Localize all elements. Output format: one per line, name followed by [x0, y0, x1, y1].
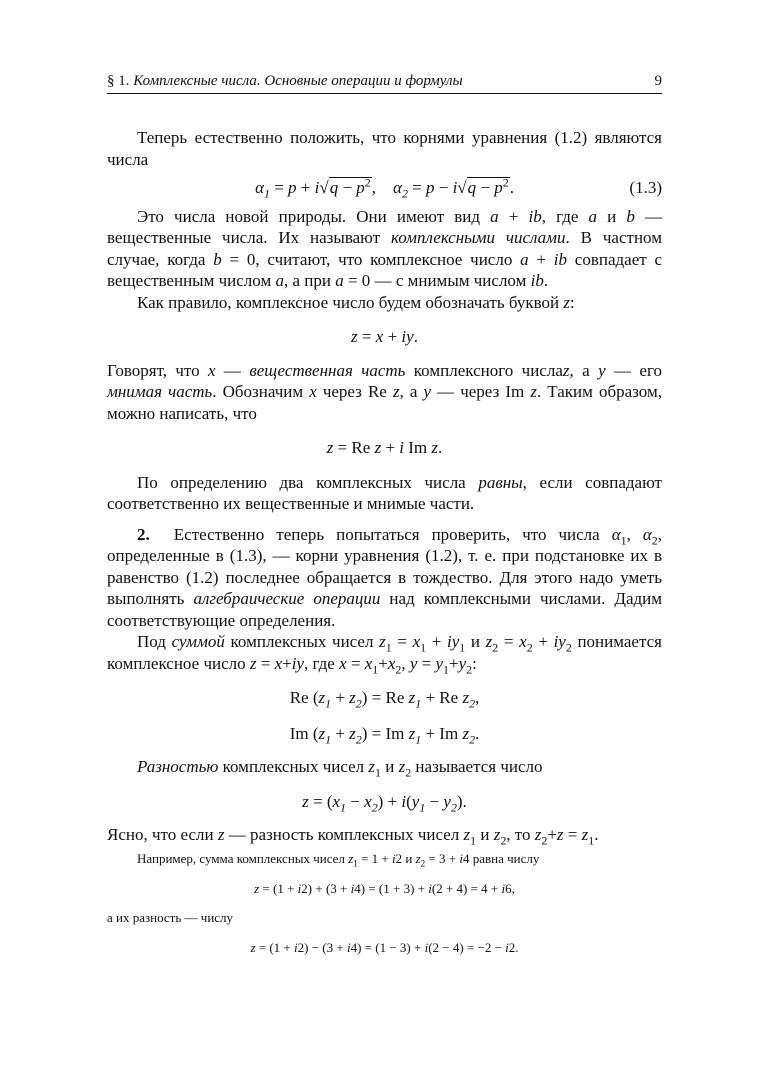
equation-1-3: $\alpha_1 = p + i√q - p^2$, $\alpha_2 = p - i√q - p^2$. (1.3)	[255, 175, 662, 201]
equation-z: z = x + iy.	[351, 327, 418, 346]
paragraph-6: 2. Естественно теперь попытаться проверить, что числа $\alpha_1$, $\alpha_2$, определенные в (1.3), — корни уравнения (1.2), т. е. при подстановке их в равенство (1.2) последнее обращается в тождество. Для этого надо уметь выполнять алгебраические операции над комплексными числами. Дадим соответствующие определения.	[107, 524, 662, 630]
paragraph-1: Теперь естественно положить, что корнями уравнения (1.2) являются числа	[107, 128, 662, 169]
equation-difference: $z = (x_1 - x_2) + i(y_1 - y_2)$.	[302, 791, 467, 814]
equation-re-sum: Re $(z_1 + z_2) = Re$ $z_1 + Re$ $z_2$,	[289, 688, 480, 711]
equation-im-sum: Im $(z_1 + z_2) = Im$ $z_1 + Im$ $z_2$.	[289, 723, 480, 746]
paragraph-2: Это числа новой природы. Они имеют вид a + ib, где a и b — вещественные числа. Их называют комплексными числами. В частном случае, когда b = 0, считают, что комплексное число a + ib совпадает с вещественным числом a, а при a = 0 — с мнимым числом ib.	[107, 206, 663, 290]
paragraph-5: По определению два комплексных числа равны, если совпадают соответственно их вещественные и мнимые части.	[107, 472, 662, 513]
page-body	[107, 127, 662, 959]
example-difference-intro: а их разность — числу	[107, 910, 234, 925]
paragraph-9: Ясно, что если z — разность комплексных чисел $z_1$ и $z_2$, то $z_2+z = z_1$.	[107, 825, 599, 848]
paragraph-4: Говорят, что x — вещественная часть комплексного числаz, а y — его мнимая часть. Обозначим x через Re z, а y — через Im z. Таким образом, можно написать, что	[107, 360, 663, 423]
paragraph-7: Под суммой комплексных чисел $z_1 = x_1 + iy_1$ и $z_2 = x_2 + iy_2$ понимается комплексное число z = x+iy, где $x = x_1+x_2$, $y = y_1+y_2$:	[107, 632, 662, 676]
page-number: 9	[654, 73, 662, 89]
example-sum-equation: z = (1 + i2) + (3 + i4) = (1 + 3) + i(2 + 4) = 4 + i6,	[254, 880, 515, 896]
example-difference-equation: z = (1 + i2) − (3 + i4) = (1 − 3) + i(2 − 4) = −2 − i2.	[250, 940, 519, 955]
paragraph-8: Разностью комплексных чисел $z_1$ и $z_2$ называется число	[137, 757, 543, 780]
running-header	[107, 73, 662, 94]
equation-re-im: z = Re z + i Im z.	[326, 438, 443, 457]
example-paragraph: Например, сумма комплексных чисел $z_1 = 1 + i2$ и $z_2 = 3 + i4$ равна числу	[137, 850, 540, 869]
paragraph-3: Как правило, комплексное число будем обозначать буквой z:	[137, 292, 575, 312]
equation-number: (1.3)	[629, 178, 662, 197]
header-title: § 1. Комплексные числа. Основные операции и формулы	[107, 73, 463, 89]
